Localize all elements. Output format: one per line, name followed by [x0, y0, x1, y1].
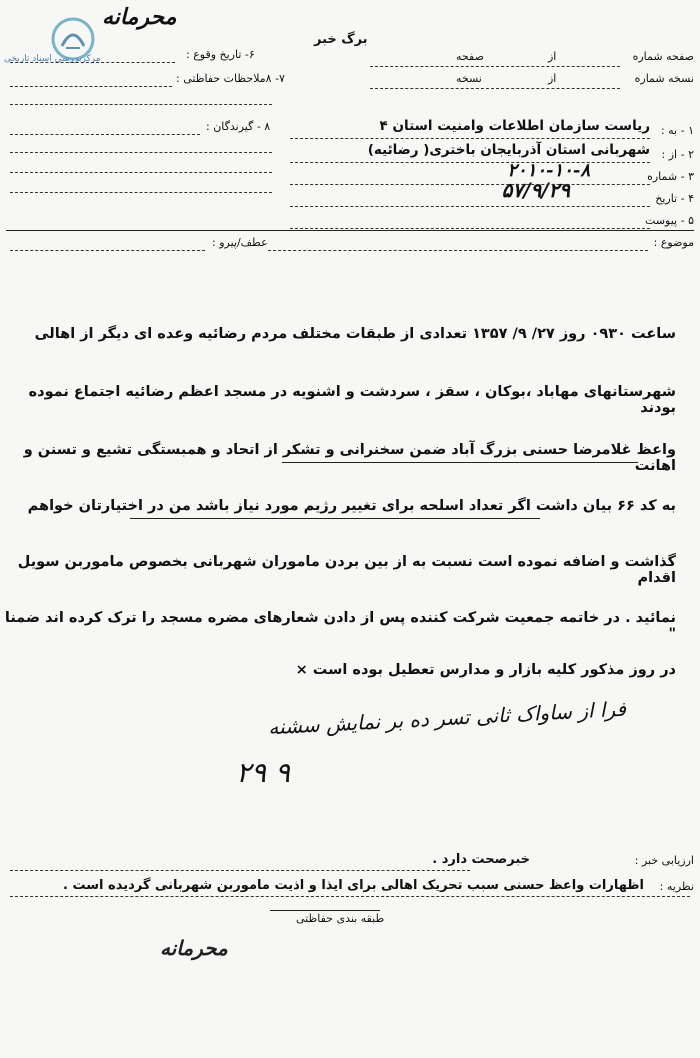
page-unit-label: صفحه [456, 50, 484, 63]
handwritten-number: ۲۹ ۹ [236, 756, 291, 789]
field-to-label: ۱ - به : [660, 124, 694, 137]
field-number-label: ۳ - شماره [647, 170, 694, 183]
classification-mark: محرمانه [102, 4, 177, 30]
subject-label: موضوع : [653, 236, 694, 249]
protective-notes-dots [10, 86, 172, 87]
body-line-1: ساعت ۰۹۳۰ روز ۲۷/ ۹/ ۱۳۵۷ تعدادی از طبقات مختلف مردم رضائیه وعده ای دیگر از اهالی [34, 326, 676, 342]
number-dots [290, 184, 650, 185]
classification-stamp: محرمانه [160, 936, 228, 960]
opinion-label: نظریه : [659, 880, 694, 893]
header-divider [6, 230, 694, 231]
recipients-dots [10, 134, 200, 135]
field-attachment-label: ۵ - پیوست [645, 214, 694, 227]
recipients-dots-2 [10, 152, 272, 153]
recipients-dots-3 [10, 172, 272, 173]
field-event-date: ۶- تاریخ وقوع : [186, 48, 255, 61]
attachment-dots [290, 228, 650, 229]
opinion-value: اظهارات واعظ حسنی سبب تحریک اهالی برای ایذا و اذیت ماموربن شهربانی گردیده است . [63, 878, 644, 893]
evaluation-dots [10, 870, 470, 871]
footer-divider [270, 910, 380, 911]
evaluation-value: خبرصحت دارد . [432, 852, 530, 867]
copy-unit-label: نسخه [456, 72, 482, 85]
protective-notes-dots-2 [10, 104, 272, 105]
reference-label: عطف/پیرو : [212, 236, 268, 249]
underline-line-4 [130, 518, 540, 519]
body-line-5: گذاشت و اضافه نموده است نسبت به از بین بردن ماموران شهربانی بخصوص ماموربن سویل اقدام [17, 554, 676, 586]
opinion-dots [10, 896, 690, 897]
field-to-value: ریاست سازمان اطلاعات وامنیت استان ۴ [379, 118, 650, 134]
from-dots [290, 162, 650, 163]
field-from-value: شهربانی استان آذربایجان باختری( رضائیه) [367, 142, 650, 158]
form-title: برگ خبر [314, 32, 368, 47]
field-recipients: ۸ - گیرندگان : [206, 120, 271, 133]
to-dots [290, 138, 650, 139]
recipients-dots-4 [10, 192, 272, 193]
copy-from-label: از [548, 72, 557, 85]
field-from-label: ۲ - از : [661, 148, 694, 161]
reference-dots [10, 250, 205, 251]
page-number-label: صفحه شماره [632, 50, 694, 63]
date-dots [290, 206, 650, 207]
handwritten-note: فرا از ساواک ثانی تسر ده بر نمایش سشنه [267, 696, 627, 740]
body-line-6: نمائید . در خاتمه جمعیت شرکت کننده پس از دادن شعارهای مضره مسجد را ترک کرده اند ضمنا " [4, 610, 676, 642]
body-line-7: در روز مذکور کلیه بازار و مدارس تعطیل بوده است × [295, 662, 676, 678]
watermark-text: مرکزبررسی اسناد تاریخی [4, 54, 101, 64]
page-number-dots [370, 66, 620, 67]
protective-classification-label: طبقه بندی حفاظتی [296, 912, 385, 925]
field-date-label: ۴ - تاریخ [655, 192, 694, 205]
underline-line-3 [282, 462, 638, 463]
event-date-dots [10, 62, 175, 63]
evaluation-label: ارزیابی خبر : [634, 854, 694, 867]
subject-dots [268, 250, 648, 251]
body-line-3: واعظ غلامرضا حسنی بزرگ آباد ضمن سخنرانی و تشکر از اتحاد و همبستگی تشیع و تسنن و اهانت [23, 442, 676, 474]
page-from-label: از [548, 50, 557, 63]
field-protective-notes: ۷- ۸ملاحظات حفاظتی : [176, 72, 285, 85]
field-date-value: ۵۷/۹/۲۹ [501, 178, 570, 202]
body-line-4: به کد ۶۶ بیان داشت اگر تعداد اسلحه برای تغییر رژیم مورد نیاز باشد من در اختیارتان خواهم [27, 498, 676, 514]
copy-number-label: نسخه شماره [634, 72, 694, 85]
field-number-value: ۲۰۱۰-۱۰-۸ [507, 160, 590, 181]
body-line-2: شهرستانهای مهاباد ،بوکان ، سقز ، سردشت و اشنویه در مسجد اعظم رضائیه اجتماع نموده بودند [28, 384, 676, 416]
copy-number-dots [370, 88, 620, 89]
